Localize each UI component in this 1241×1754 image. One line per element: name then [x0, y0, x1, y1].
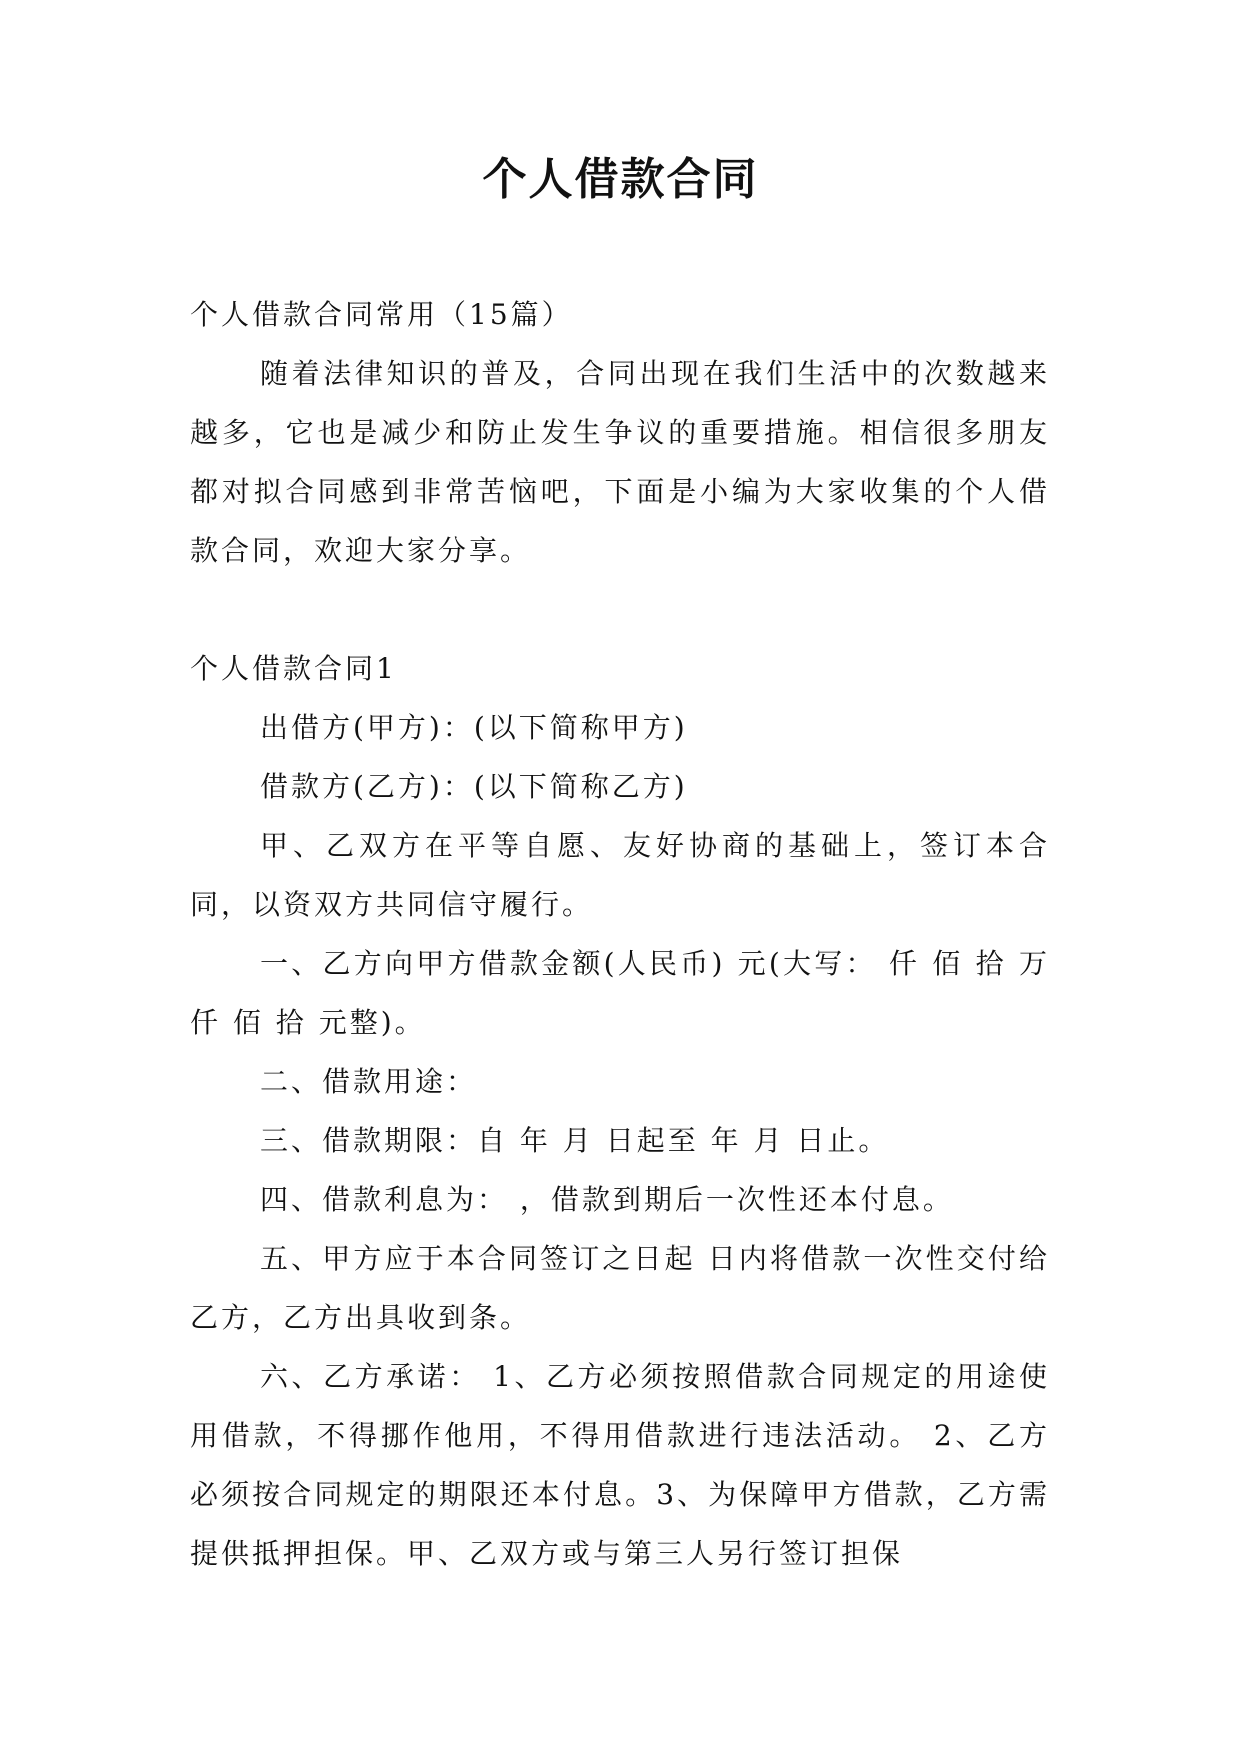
- clause-amount: 一、乙方向甲方借款金额(人民币) 元(大写： 仟 佰 拾 万 仟 佰 拾 元整)。: [190, 947, 1050, 1039]
- borrower-line: 借款方(乙方)：(以下简称乙方): [260, 770, 688, 803]
- clause-delivery: 五、甲方应于本合同签订之日起 日内将借款一次性交付给乙方，乙方出具收到条。: [190, 1242, 1050, 1334]
- document-body: [190, 285, 1050, 1583]
- clause-promise: 六、乙方承诺： 1、乙方必须按照借款合同规定的用途使用借款，不得挪作他用，不得用借款进行违法活动。 2、乙方必须按合同规定的期限还本付息。3、为保障甲方借款，乙方需提供抵押担保。甲、乙双方或与第三人另行签订担保: [190, 1360, 1050, 1570]
- intro-paragraph: 随着法律知识的普及，合同出现在我们生活中的次数越来越多，它也是减少和防止发生争议的重要措施。相信很多朋友都对拟合同感到非常苦恼吧，下面是小编为大家收集的个人借款合同，欢迎大家分享。: [190, 357, 1050, 567]
- clause-interest: 四、借款利息为： ，借款到期后一次性还本付息。: [260, 1183, 954, 1216]
- document-subtitle: 个人借款合同常用（15篇）: [190, 298, 573, 331]
- clause-term: 三、借款期限：自 年 月 日起至 年 月 日止。: [260, 1124, 890, 1157]
- contract-heading: 个人借款合同1: [190, 652, 397, 685]
- lender-line: 出借方(甲方)：(以下简称甲方): [260, 711, 688, 744]
- paragraph-gap: [190, 580, 1050, 639]
- clause-purpose: 二、借款用途：: [260, 1065, 478, 1098]
- document-title: 个人借款合同: [482, 154, 759, 205]
- preamble-paragraph: 甲、乙双方在平等自愿、友好协商的基础上，签订本合同，以资双方共同信守履行。: [190, 829, 1050, 921]
